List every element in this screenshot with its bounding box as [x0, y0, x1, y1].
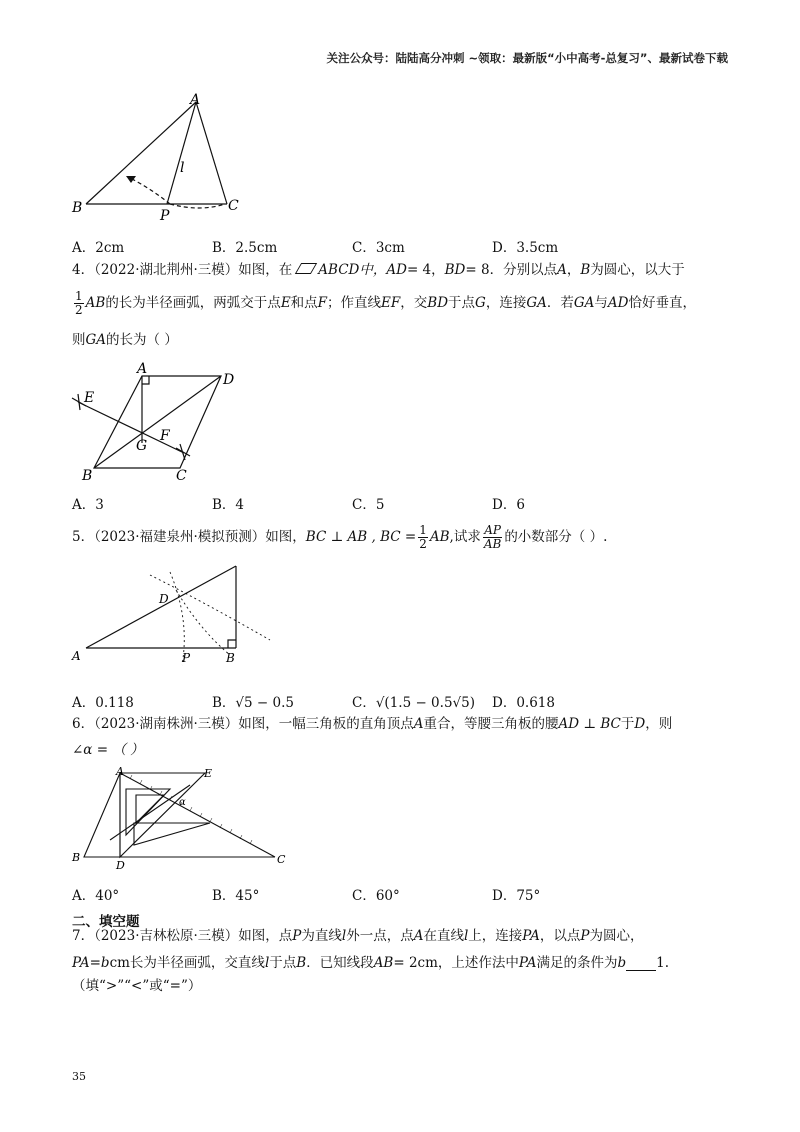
q6-label-a: A [116, 765, 124, 778]
q4-label-a: A [137, 361, 148, 377]
q4-option-c[interactable]: C．5 [352, 497, 385, 513]
q6-math: AD ⊥ BC [558, 716, 621, 732]
q7-math: PA [72, 955, 90, 971]
q7-math: AB [373, 955, 394, 971]
q5-math: AB [429, 529, 450, 546]
q3-label-l: l [180, 160, 185, 176]
q7-math: b [617, 955, 627, 971]
q5-label-p: P [182, 651, 191, 665]
q7-text: 7．（2023·吉林松原·三模）如图，点 [72, 928, 293, 944]
q4-math: F [317, 295, 328, 312]
q4-text: 4．（2022·湖北荆州·三模）如图，在 [72, 262, 293, 278]
q5-text: 5．（2023·福建泉州·模拟预测）如图， [72, 529, 306, 546]
q3-label-b: B [72, 200, 83, 216]
q7-math: l [341, 928, 347, 944]
q7-text: ．已知线段 [306, 955, 374, 971]
q7-stem-line3: （填“>”“<”或“=”） [72, 978, 202, 994]
q4-text: ，交 [400, 295, 428, 312]
q6-stem-line2: ∠α = （ ） [72, 742, 144, 758]
q6-label-c: C [277, 853, 286, 866]
q3-figure [70, 90, 270, 225]
q5-figure [70, 560, 280, 670]
page-header: 关注公众号：陆陆高分冲刺 ~领取：最新版“小中高考-总复习”、最新试卷下载 [326, 51, 728, 65]
q6-math: D [634, 716, 646, 732]
q4-option-a[interactable]: A．3 [72, 497, 104, 513]
frac-num: 1 [419, 523, 427, 537]
q7-stem-line2 [72, 957, 669, 971]
frac-num: AP [484, 523, 501, 537]
q5-fraction [418, 524, 428, 551]
q5-label-d: D [159, 592, 169, 606]
q6-option-c[interactable]: C．60° [352, 888, 400, 904]
q4-text: ， [566, 262, 581, 278]
q7-text: cm长为半径画弧，交直线 [109, 955, 265, 971]
q4-math: B [580, 262, 591, 278]
q4-math: AD [607, 295, 629, 312]
q4-math: AD [386, 262, 407, 278]
q4-text: ；作直线 [327, 295, 382, 312]
q7-text: = [89, 955, 101, 971]
q4-label-e: E [84, 390, 95, 406]
q6-stem-line1 [72, 718, 672, 732]
q4-option-d[interactable]: D．6 [492, 497, 525, 513]
q3-option-d[interactable]: D．3.5cm [492, 240, 559, 256]
page-number: 35 [72, 1070, 86, 1083]
q6-figure [70, 765, 300, 870]
q4-stem-line2 [72, 290, 696, 317]
q7-text: ，以点 [539, 928, 581, 944]
q7-math: l [264, 955, 270, 971]
q3-label-a: A [190, 92, 201, 108]
frac-den: 2 [75, 303, 83, 318]
q4-label-d: D [223, 372, 235, 388]
q7-text: 外一点，点 [346, 928, 414, 944]
q4-math: E [280, 295, 291, 312]
q6-label-b: B [72, 851, 81, 864]
q3-label-c: C [228, 198, 239, 214]
q4-text: 恰好垂直， [628, 295, 696, 312]
q7-math: A [413, 928, 424, 944]
q7-text: 于点 [269, 955, 297, 971]
q4-text: 的长为（ ） [106, 332, 178, 348]
q6-label-e: E [204, 767, 213, 780]
q4-label-g: G [136, 438, 148, 454]
q4-figure [64, 358, 264, 483]
q7-math: b [100, 955, 110, 971]
q4-math: BD [444, 262, 466, 278]
q4-text: = 4， [406, 262, 445, 278]
q4-option-b[interactable]: B．4 [212, 497, 245, 513]
q6-text: 于 [620, 716, 635, 732]
q5-math: BC ⊥ AB , BC = [305, 529, 417, 546]
q4-text: ABCD中， [318, 262, 387, 278]
q4-math: AB [85, 295, 106, 312]
q5-text: ,试求 [449, 529, 481, 546]
q5-option-d[interactable]: D．0.618 [492, 695, 555, 711]
frac-den: AB [483, 537, 502, 552]
q7-text: 在直线 [423, 928, 464, 944]
q3-option-b[interactable]: B．2.5cm [212, 240, 278, 256]
q5-stem [72, 524, 607, 551]
frac-num: 1 [75, 289, 83, 303]
q7-answer-blank[interactable] [626, 958, 656, 971]
q5-text: 的小数部分（ ）. [504, 529, 608, 546]
q3-option-a[interactable]: A．2cm [72, 240, 125, 256]
q4-math: EF [381, 295, 401, 312]
q7-math: l [463, 928, 469, 944]
q7-text: 为直线 [301, 928, 342, 944]
q7-text: 满足的条件为 [536, 955, 618, 971]
q4-text: 与 [594, 295, 608, 312]
frac-den: 2 [419, 537, 427, 552]
q6-math: A [413, 716, 424, 732]
q4-label-b: B [82, 468, 93, 483]
q5-option-a[interactable]: A．0.118 [72, 695, 134, 711]
q5-fraction-ap-ab [483, 524, 502, 551]
q7-math: P [580, 928, 590, 944]
q4-label-f: F [160, 428, 170, 444]
q4-text: ．若 [546, 295, 574, 312]
section-title-fill-in: 二、填空题 [72, 914, 140, 930]
q6-option-d[interactable]: D．75° [492, 888, 541, 904]
q4-label-c: C [176, 468, 187, 483]
q7-text: 为圆心， [589, 928, 644, 944]
q4-text: = 8．分别以点 [465, 262, 558, 278]
q5-option-c[interactable]: C．√(1.5 − 0.5√5) [352, 695, 475, 711]
q4-math: GA [526, 295, 547, 312]
q7-math: PA [522, 928, 540, 944]
q7-text: 1. [656, 955, 670, 971]
q4-text: 于点 [448, 295, 476, 312]
q7-stem-line1 [72, 930, 643, 944]
q7-math: P [292, 928, 302, 944]
q6-label-d: D [116, 859, 125, 870]
q6-text: 重合，等腰三角板的腰 [423, 716, 559, 732]
q4-text: 则 [72, 332, 86, 348]
q3-label-p: P [160, 208, 170, 224]
q4-math: G [475, 295, 486, 312]
parallelogram-icon [295, 263, 317, 274]
q6-option-b[interactable]: B．45° [212, 888, 260, 904]
q4-math: GA [85, 332, 107, 348]
q4-stem-line3 [72, 334, 178, 348]
q6-text: 6．（2023·湖南株洲·三模）如图，一幅三角板的直角顶点 [72, 716, 414, 732]
q7-math: B [296, 955, 307, 971]
q5-label-b: B [226, 651, 235, 665]
q4-math: BD [427, 295, 449, 312]
q5-label-a: A [72, 649, 81, 663]
q4-stem-line1 [72, 263, 685, 278]
q6-text: ，则 [645, 716, 673, 732]
q7-math: PA [518, 955, 537, 971]
q4-math: A [557, 262, 567, 278]
q5-option-b[interactable]: B．√5 − 0.5 [212, 695, 294, 711]
q6-label-alpha: α [179, 797, 186, 808]
q4-text: 为圆心，以大于 [590, 262, 685, 278]
q4-text: ，连接 [485, 295, 527, 312]
q7-text: = 2cm，上述作法中 [393, 955, 519, 971]
q6-option-a[interactable]: A．40° [72, 888, 120, 904]
q4-text: 的长为半径画弧，两弧交于点 [105, 295, 281, 312]
q7-text: 上，连接 [468, 928, 523, 944]
q4-text: 和点 [290, 295, 318, 312]
q4-fraction [74, 290, 84, 317]
q4-math: GA [573, 295, 595, 312]
q3-option-c[interactable]: C．3cm [352, 240, 405, 256]
